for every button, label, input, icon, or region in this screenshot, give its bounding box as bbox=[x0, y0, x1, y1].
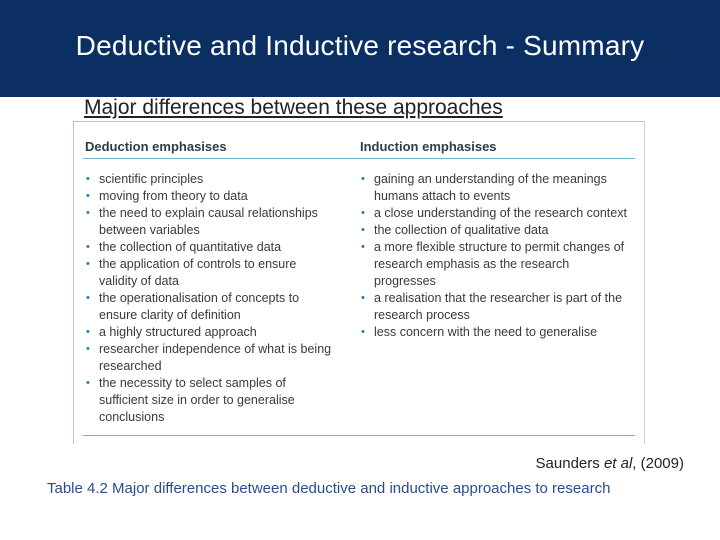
list-item bbox=[358, 222, 633, 239]
list-item bbox=[358, 239, 633, 290]
list-item bbox=[358, 171, 633, 205]
deduction-heading: Deduction emphasises bbox=[85, 139, 227, 154]
list-item bbox=[83, 239, 338, 256]
bullet-icon: • bbox=[361, 173, 365, 185]
bullet-icon: • bbox=[361, 292, 365, 304]
bullet-icon: • bbox=[361, 224, 365, 236]
bullet-icon: • bbox=[361, 241, 365, 253]
list-item-text: moving from theory to data bbox=[99, 189, 248, 203]
list-item-text: a highly structured approach bbox=[99, 325, 257, 339]
slide-title: Deductive and Inductive research - Summary bbox=[75, 30, 645, 61]
list-item bbox=[83, 341, 338, 375]
list-item bbox=[83, 290, 338, 324]
list-item bbox=[358, 290, 633, 324]
list-item bbox=[358, 324, 633, 341]
title-bar bbox=[0, 0, 720, 97]
comparison-table bbox=[73, 121, 645, 444]
list-item-text: the collection of quantitative data bbox=[99, 240, 282, 254]
list-item-text: the operationalisation of concepts to ensure clarity of definition bbox=[99, 291, 300, 322]
list-item-text: less concern with the need to generalise bbox=[374, 325, 598, 339]
bullet-icon: • bbox=[361, 207, 365, 219]
list-item-text: the application of controls to ensure validity of data bbox=[99, 257, 297, 288]
list-item-text: a realisation that the researcher is part of the research process bbox=[374, 291, 623, 322]
credit-year: , (2009) bbox=[632, 455, 684, 472]
credit-author: Saunders bbox=[535, 455, 600, 472]
list-item bbox=[83, 171, 338, 188]
list-item-text: the collection of qualitative data bbox=[374, 223, 549, 237]
list-item-text: gaining an understanding of the meanings humans attach to events bbox=[374, 172, 607, 203]
list-item bbox=[83, 205, 338, 239]
deduction-list bbox=[83, 171, 338, 426]
bullet-icon: • bbox=[86, 292, 90, 304]
list-item bbox=[83, 188, 338, 205]
bullet-icon: • bbox=[86, 190, 90, 202]
bullet-icon: • bbox=[86, 173, 90, 185]
table-top-border bbox=[73, 121, 645, 122]
header-rule bbox=[83, 158, 635, 159]
slide-subtitle: Major differences between these approaches bbox=[84, 96, 503, 119]
induction-list bbox=[358, 171, 633, 341]
list-item-text: researcher independence of what is being researched bbox=[99, 342, 332, 373]
bullet-icon: • bbox=[86, 207, 90, 219]
list-item bbox=[358, 205, 633, 222]
list-item-text: a close understanding of the research context bbox=[374, 206, 627, 220]
list-item-text: the necessity to select samples of sufficient size in order to generalise conclusions bbox=[99, 376, 295, 424]
list-item-text: a more flexible structure to permit changes of research emphasis as the research progresses bbox=[374, 240, 625, 288]
footer-rule bbox=[83, 435, 635, 436]
table-left-border bbox=[73, 121, 74, 444]
list-item bbox=[83, 375, 338, 426]
list-item bbox=[83, 256, 338, 290]
bullet-icon: • bbox=[86, 258, 90, 270]
list-item-text: the need to explain causal relationships between variables bbox=[99, 206, 318, 237]
bullet-icon: • bbox=[86, 326, 90, 338]
bullet-icon: • bbox=[361, 326, 365, 338]
list-item bbox=[83, 324, 338, 341]
table-right-border bbox=[644, 121, 645, 444]
credit-etal: et al bbox=[603, 455, 633, 472]
table-caption: Table 4.2 Major differences between deductive and inductive approaches to research bbox=[47, 480, 611, 497]
induction-heading: Induction emphasises bbox=[360, 139, 497, 154]
bullet-icon: • bbox=[86, 377, 90, 389]
source-credit bbox=[450, 455, 684, 472]
list-item-text: scientific principles bbox=[99, 172, 204, 186]
bullet-icon: • bbox=[86, 343, 90, 355]
bullet-icon: • bbox=[86, 241, 90, 253]
